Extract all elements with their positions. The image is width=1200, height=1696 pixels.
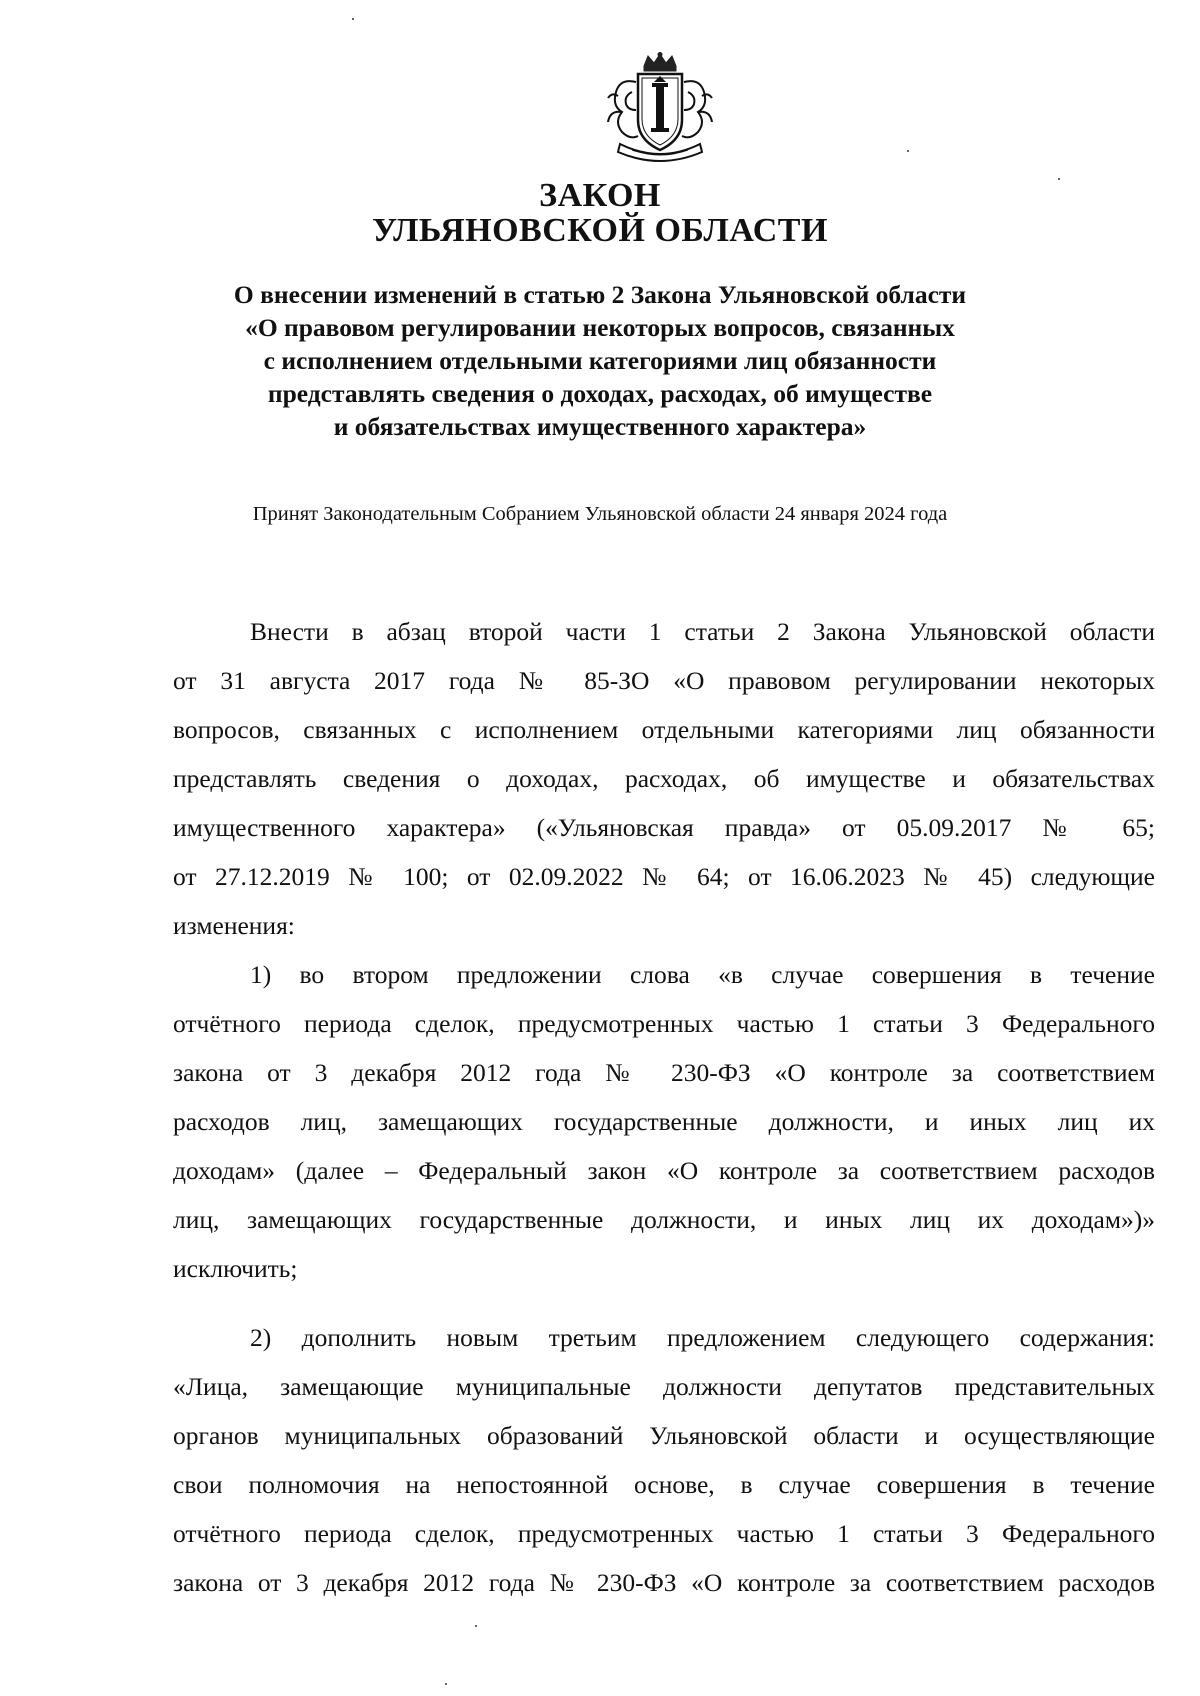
text-line: от 27.12.2019 № 100; от 02.09.2022 № 64; от 16.06.2023 № 45) следующие [173, 862, 1155, 891]
text-line: от 31 августа 2017 года № 85-ЗО «О правовом регулировании некоторых [173, 666, 1155, 695]
paragraph-gap [173, 1293, 1155, 1313]
text-line: отчётного периода сделок, предусмотренных частью 1 статьи 3 Федерального [173, 1009, 1155, 1038]
text-line: закона от 3 декабря 2012 года № 230-ФЗ «О контроле за соответствием расходов [173, 1568, 1155, 1597]
scan-speck [445, 1683, 447, 1685]
scan-speck [1058, 178, 1060, 180]
scan-speck [475, 1625, 477, 1627]
law-subject-heading [150, 278, 1050, 443]
text-line: доходам» (далее – Федеральный закон «О контроле за соответствием расходов [173, 1156, 1155, 1185]
text-line: изменения: [173, 911, 295, 940]
text-line: расходов лиц, замещающих государственные должности, и иных лиц их [173, 1107, 1155, 1136]
text-line: вопросов, связанных с исполнением отдельными категориями лиц обязанности [173, 715, 1155, 744]
subject-line: «О правовом регулировании некоторых вопросов, связанных [245, 313, 955, 342]
text-line: 2) дополнить новым третьим предложением следующего содержания: [250, 1323, 1155, 1352]
scan-speck [352, 18, 354, 20]
text-line: свои полномочия на непостоянной основе, в случае совершения в течение [173, 1470, 1155, 1499]
adoption-statement: Принят Законодательным Собранием Ульяновской области 24 января 2024 года [252, 503, 948, 525]
text-line: имущественного характера» («Ульяновская правда» от 05.09.2017 № 65; [173, 813, 1155, 842]
law-title-line1: ЗАКОН [539, 177, 661, 214]
text-line: представлять сведения о доходах, расходах, об имуществе и обязательствах [173, 764, 1155, 793]
subject-line: О внесении изменений в статью 2 Закона Ульяновской области [233, 280, 967, 309]
law-title-line2: УЛЬЯНОВСКОЙ ОБЛАСТИ [372, 212, 828, 249]
text-line: отчётного периода сделок, предусмотренных частью 1 статьи 3 Федерального [173, 1519, 1155, 1548]
subject-line: представлять сведения о доходах, расходах, об имуществе [267, 379, 933, 408]
scan-speck [907, 150, 909, 152]
text-line: закона от 3 декабря 2012 года № 230-ФЗ «О контроле за соответствием [173, 1058, 1155, 1087]
item-2 [173, 1313, 1155, 1607]
law-body [173, 607, 1155, 1607]
subject-line: и обязательствах имущественного характера» [333, 412, 867, 441]
subject-line: с исполнением отдельными категориями лиц обязанности [263, 346, 937, 375]
item-1 [173, 950, 1155, 1293]
paragraph-intro [173, 607, 1155, 950]
text-line: лиц, замещающих государственные должности, и иных лиц их доходам»)» [173, 1205, 1155, 1234]
text-line: «Лица, замещающие муниципальные должности депутатов представительных [173, 1372, 1155, 1401]
text-line: исключить; [173, 1254, 298, 1283]
text-line: 1) во втором предложении слова «в случае совершения в течение [250, 960, 1155, 989]
text-line: органов муниципальных образований Ульяновской области и осуществляющие [173, 1421, 1155, 1450]
text-line: Внести в абзац второй части 1 статьи 2 Закона Ульяновской области [250, 617, 1155, 646]
coat-of-arms-emblem [602, 52, 718, 168]
